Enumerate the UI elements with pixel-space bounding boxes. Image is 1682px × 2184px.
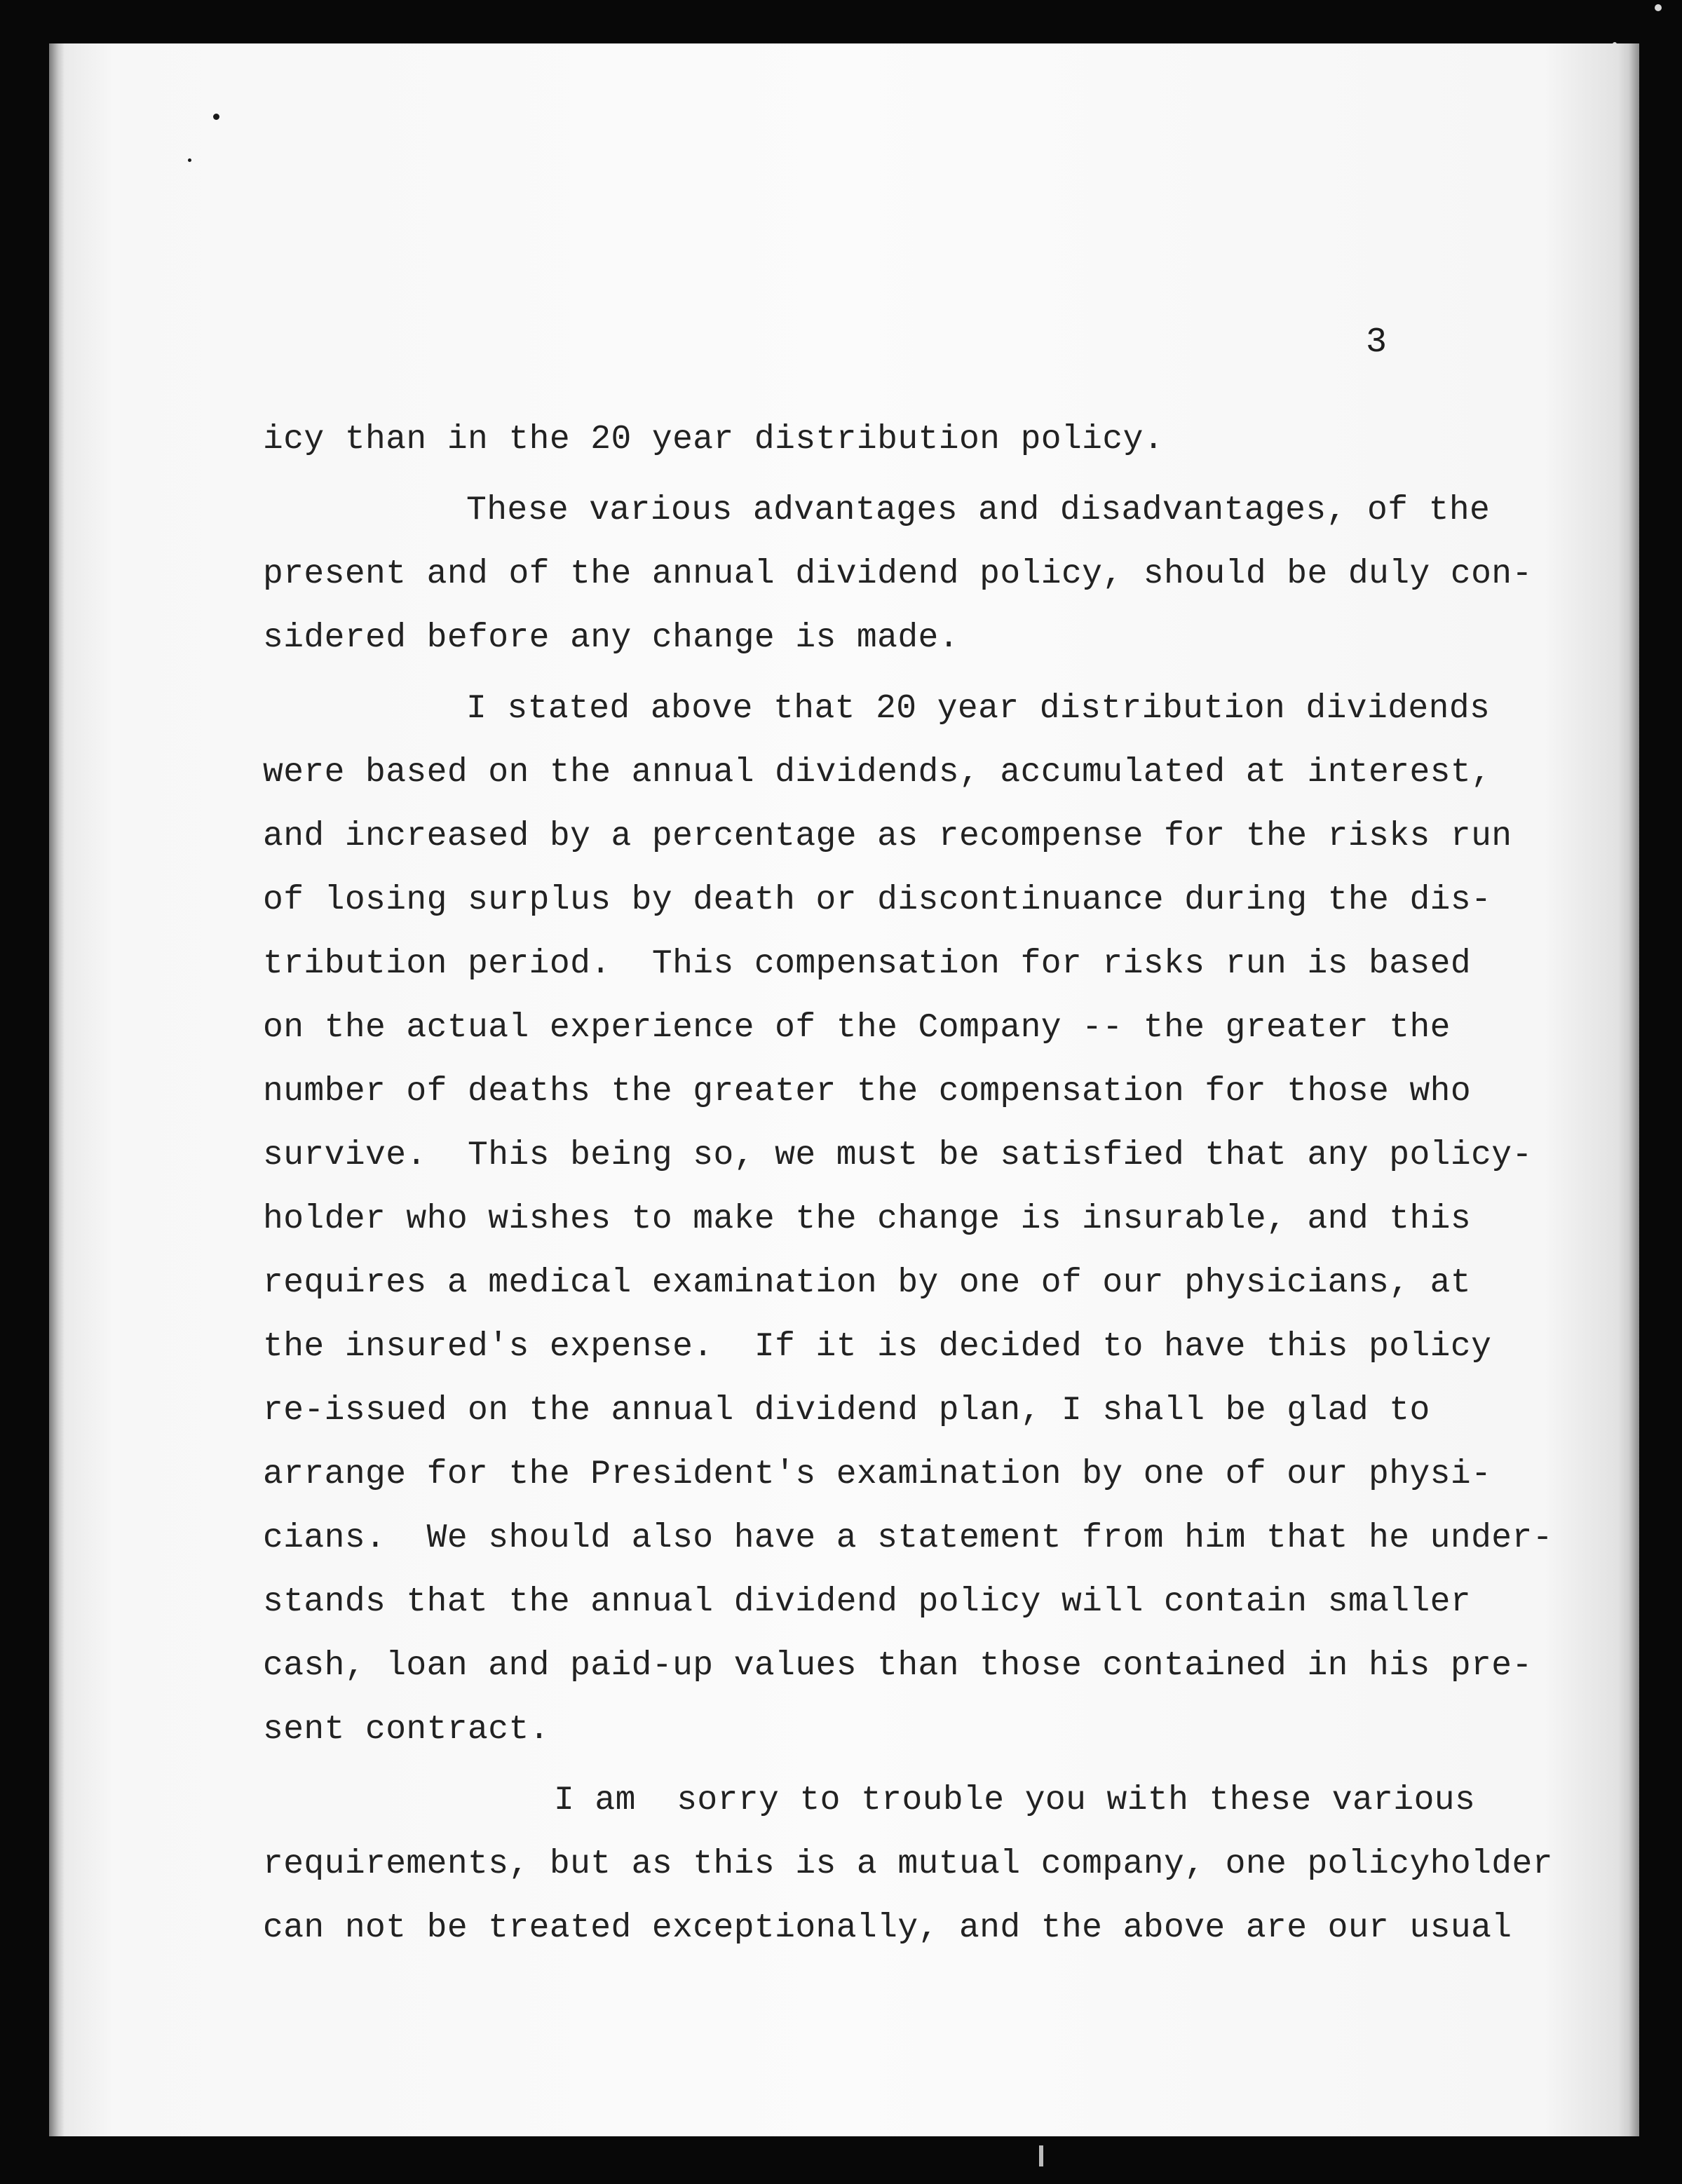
dust-speck (1655, 4, 1662, 11)
text-line: and increased by a percentage as recompense for the risks run (263, 818, 1512, 855)
text-line: requirements, but as this is a mutual company, one policyholder (263, 1845, 1553, 1883)
page-edge-shadow-left (49, 43, 65, 2136)
text-line: holder who wishes to make the change is insurable, and this (263, 1200, 1472, 1238)
text-line: I am sorry to trouble you with these various (554, 1782, 1476, 1819)
text-line: icy than in the 20 year distribution policy. (263, 421, 1165, 459)
text-line: present and of the annual dividend policy, should be duly con- (263, 555, 1533, 593)
text-line: survive. This being so, we must be satisfied that any policy- (263, 1137, 1533, 1174)
text-line: the insured's expense. If it is decided to have this policy (263, 1328, 1492, 1366)
scan-edge-mark (1039, 2145, 1043, 2166)
text-line: cash, loan and paid-up values than those contained in his pre- (263, 1647, 1533, 1685)
text-line: I stated above that 20 year distribution dividends (466, 690, 1491, 728)
ink-dot (188, 158, 191, 162)
page-edge-shadow-right (1618, 43, 1639, 2136)
text-line: re-issued on the annual dividend plan, I shall be glad to (263, 1392, 1430, 1430)
document-page (49, 43, 1639, 2136)
text-line: on the actual experience of the Company -- the greater the (263, 1009, 1451, 1047)
text-line: were based on the annual dividends, accumulated at interest, (263, 754, 1492, 792)
ink-dot (213, 114, 219, 120)
text-line: of losing surplus by death or discontinuance during the dis- (263, 881, 1492, 919)
text-line: can not be treated exceptionally, and the above are our usual (263, 1909, 1512, 1947)
text-line: tribution period. This compensation for risks run is based (263, 945, 1472, 983)
page-number: 3 (1366, 323, 1388, 362)
text-line: sidered before any change is made. (263, 619, 959, 657)
text-line: number of deaths the greater the compensation for those who (263, 1073, 1472, 1111)
text-line: stands that the annual dividend policy will contain smaller (263, 1583, 1472, 1621)
text-line: requires a medical examination by one of our physicians, at (263, 1264, 1472, 1302)
text-line: These various advantages and disadvantages, of the (466, 491, 1491, 529)
text-line: cians. We should also have a statement from him that he under- (263, 1519, 1553, 1557)
text-line: arrange for the President's examination by one of our physi- (263, 1456, 1492, 1493)
text-line: sent contract. (263, 1711, 550, 1749)
letter-body (263, 408, 1595, 1960)
